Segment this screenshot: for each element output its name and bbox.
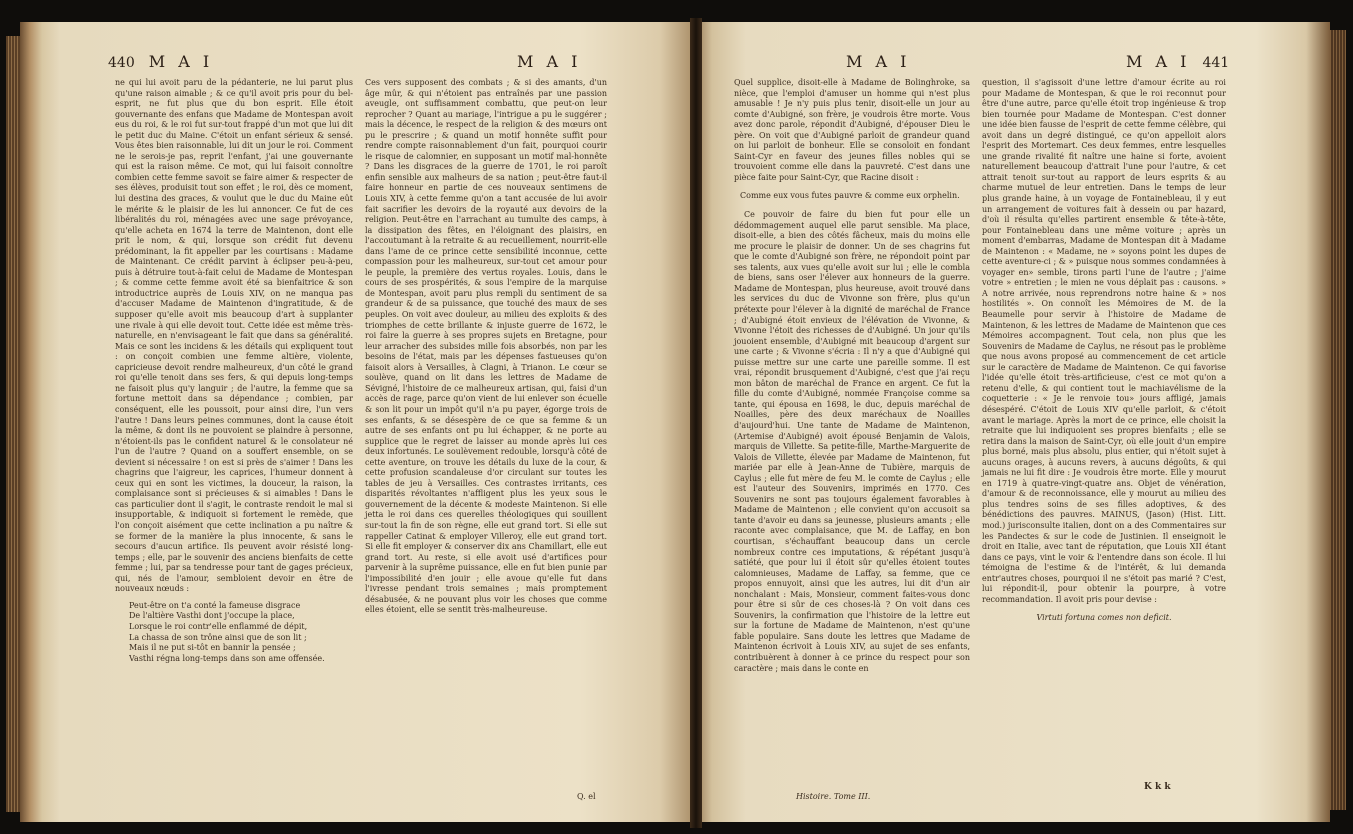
verse-line: Vasthi régna long-temps dans son ame offensée. xyxy=(129,653,325,663)
catchword: Q. el xyxy=(577,792,596,801)
right-column-1 xyxy=(734,78,970,674)
verse-line: La chassa de son trône ainsi que de son lit ; xyxy=(129,632,307,642)
right-page xyxy=(696,22,1330,822)
verse-block-left xyxy=(115,601,353,665)
left-page xyxy=(20,22,696,822)
page-number-left: 440 xyxy=(108,55,135,71)
right-col2-text: question, il s'agissoit d'une lettre d'amour écrite au roi pour Madame de Montespan, & que le roi reconnut pour être d'une autre, parce qu'elle étoit trop ingénieuse & trop bien tournée pour Madame de Montespan. C'est donner une idée bien fausse de l'esprit de cette femme célèbre, qui avoit dans un degré distingué, ce qu'on appelloit alors l'esprit des Mortemart. Ces deux femmes, entre lesquelles une grande rivalité fit naître une haine si forte, avoient naturellement beaucoup d'attrait l'une pour l'autre, & cet attrait tenoit sur-tout au rapport de leurs esprits & au charme mutuel de leur entretien. Dans le temps de leur plus grande haine, à un voyage de Fontainebleau, il y eut un arrangement de voitures fait à dessein ou par hazard, d'où il résulta qu'elles partirent ensemble & tête-à-tête, pour Fontainebleau dans une même voiture ; après un moment d'embarras, Madame de Montespan dit à Madame de Maintenon : « Madame, ne » soyons point les dupes de cette aventure-ci ; & » puisque nous sommes condamnées à voyager en» semble, tirons parti l'une de l'autre ; j'aime votre » entretien ; le mien ne vous déplait pas : causons. » A notre arrivée, nous reprendrons notre haine & » nos hostilités ». On connoît les Mémoires de M. de la Beaumelle pour servir à l'histoire de Madame de Maintenon, & les lettres de Madame de Maintenon que ces Mémoires accompagnent. Tout cela, non plus que les Souvenirs de Madame de Caylus, ne résout pas le problème que nous avons proposé au commencement de cet article sur le caractère de Madame de Maintenon. Ce qui favorise l'idée qu'elle étoit très-artificieuse, c'est ce mot qu'on a retenu d'elle, & qui contient tout le machiavélisme de la coquetterie : « Je le renvoie tou» jours affligé, jamais désespéré. C'étoit de Louis XIV qu'elle parloit, & c'étoit avant le mariage. Après la mort de ce prince, elle choisit la retraite que lui indiquoient ses propres bienfaits ; elle se retira dans la maison de Saint-Cyr, où elle jouit d'un empire plus borné, mais plus absolu, plus entier, qui n'étoit sujet à aucuns orages, à aucuns revers, à aucuns dégoûts, & qui jamais ne lui fit dire : Je voudrois être morte. Elle y mourut en 1719 à quatre-vingt-quatre ans. Objet de vénération, d'amour & de reconnoissance, elle y mourut au milieu des plus tendres soins de ses filles adoptives, & des bénédictions des pauvres. MAINUS, (Jason) (Hist. Litt. mod.) jurisconsulte italien, dont on a des Commentaires sur les Pandectes & sur le code de Justinien. Il enseignoit le droit en Italie, avec tant de réputation, que Louis XII étant dans ce pays, vint le voir & l'entendre dans son école. Il lui témoigna de l'estime & de l'intérêt, & lui demanda entr'autres choses, pourquoi il ne s'étoit pas marié ? C'est, lui répondit-il, pour obtenir la pourpre, à votre recommandation. Il avoit pris pour devise : xyxy=(982,78,1226,604)
running-head-left-1: M A I xyxy=(148,52,214,71)
book-edge-right xyxy=(1328,30,1346,810)
verse-line: Mais il ne put si-tôt en bannir la pensée ; xyxy=(129,643,296,653)
left-page-header xyxy=(108,52,213,71)
left-col2-text: Ces vers supposent des combats ; & si des amants, d'un âge mûr, & qui n'étoient pas entraînés par une passion aveugle, ont suffisamment combattu, que peut-on leur reprocher ? Quant au mariage, l'intrigue a pu le suggérer ; mais la décence, le respect de la religion & des mœurs ont pu le prescrire ; & quand un motif honnête suffit pour rendre compte raisonnablement d'un fait, pourquoi courir le risque de calomnier, en supposant un motif mal-honnête ? Dans les disgraces de la guerre de 1701, le roi paroît enfin sensible aux malheurs de sa nation ; peut-être faut-il faire honneur en partie de ces nouveaux sentimens de Louis XIV, à cette femme qu'on a tant accusée de lui avoir fait sacrifier les devoirs de la royauté aux devoirs de la religion. Peut-être en l'arrachant au tumulte des camps, à la dissipation des fêtes, en l'éloignant des plaisirs, en l'accoutumant à la retraite & au recueillement, nourrit-elle dans l'ame de ce prince cette sensibilité inconnue, cette compassion pour les malheureux, sur-tout cet amour pour le peuple, la première des vertus royales. Louis, dans le cours de ses prospérités, & sous l'empire de la marquise de Montespan, avoit paru plus rempli du sentiment de sa grandeur & de sa puissance, que touché des maux de ses peuples. On voit avec douleur, au milieu des exploits & des triomphes de cette brillante & injuste guerre de 1672, le roi faire la guerre à ses propres sujets en Bretagne, pour leur arracher des subsides mille fois absorbés, non par les besoins de l'état, mais par les dépenses fastueuses qu'on faisoit alors à Versailles, à Clagni, à Trianon. Le cœur se soulève, quand on lit dans les lettres de Madame de Sévigné, l'histoire de ce malheureux artisan, qui, faisi d'un accès de rage, parce qu'on vient de lui enlever son écuelle & son lit pour un impôt qu'il n'a pu payer, égorge trois de ses enfants, & se désespère de ce que sa femme & un autre de ses enfants ont pu lui échapper, & ne porte au supplice que le regret de laisser au monde après lui ces deux infortunés. Le soulèvement redouble, lorsqu'à côté de cette aventure, on trouve les détails du luxe de la cour, & cette profusion scandaleuse d'or circulant sur toutes les tables de jeu à Versailles. Ces contrastes irritants, ces disparités révoltantes n'affligent plus les yeux sous le gouvernement de la décente & modeste Maintenon. Si elle jetta le roi dans ces querelles théologiques qui souillent sur-tout la fin de son règne, elle eut grand tort. Si elle sut rappeller Catinat & employer Villeroy, elle eut grand tort. Si elle fit employer & conserver dix ans Chamillart, elle eut grand tort. Au reste, si elle avoit usé d'artifices pour parvenir à la suprême puissance, elle en fut bien punie par l'impossibilité d'en jouir ; elle avoue qu'elle fut dans l'ivresse pendant trois semaines ; mais promptement désabusée, & ne pouvant plus voir les choses que comme elles étoient, elle se sentit très-malheureuse. xyxy=(365,78,607,615)
left-column-1 xyxy=(115,78,353,664)
book-spine xyxy=(690,18,702,828)
volume-footer: Histoire. Tome III. xyxy=(796,792,871,801)
verse-line: Peut-être on t'a conté la fameuse disgrace xyxy=(129,600,301,610)
signature-mark: K k k xyxy=(1144,782,1171,792)
left-column-2 xyxy=(365,78,607,616)
motto: Virtuti fortuna comes non deficit. xyxy=(1036,613,1172,623)
right-col1b-text: Ce pouvoir de faire du bien fut pour elle un dédommagement auquel elle parut sensible. Ma place, disoit-elle, a bien des côtés fâcheux, mais du moins elle me procure le plaisir de donner. Un de ses chagrins fut que le comte d'Aubigné son frère, ne répondoit point par ses talents, aux vues qu'elle avoit sur lui ; elle le combla de biens, sans oser l'élever aux honneurs de la guerre. Madame de Montespan, plus heureuse, avoit trouvé dans les services du duc de Vivonne son frère, plus qu'un prétexte pour l'élever à la dignité de maréchal de France ; d'Aubigné étoit envieux de l'élévation de Vivonne, & Vivonne l'étoit des richesses de d'Aubigné. Un jour qu'ils jouoient ensemble, d'Aubigné mit beaucoup d'argent sur une carte ; & Vivonne s'écria : Il n'y a que d'Aubigné qui puisse mettre sur une carte une pareille somme. Il est vrai, répondit brusquement d'Aubigné, c'est que j'ai reçu mon bâton de maréchal de France en argent. Ce fut la fille du comte d'Aubigné, nommée Françoise comme sa tante, qui épousa en 1698, le duc, depuis maréchal de Noailles, père des deux maréchaux de Noailles d'aujourd'hui. Une tante de Madame de Maintenon, (Artemise d'Aubigné) avoit épousé Benjamin de Valois, marquis de Villette. Sa petite-fille, Marthe-Marguerite de Valois de Villette, élevée par Madame de Maintenon, fut mariée par elle à Jean-Anne de Tubière, marquis de Caylus ; elle fut mère de feu M. le comte de Caylus ; elle est l'auteur des Souvenirs, imprimés en 1770. Ces Souvenirs ne sont pas toujours également favorables à Madame de Maintenon ; elle convient qu'on accusoit sa tante d'avoir eu dans sa jeunesse, plusieurs amants ; elle raconte avec complaisance, que M. de Laffay, en bon courtisan, s'échauffant beaucoup dans un cercle nombreux contre ces imputations, & répétant jusqu'à satiété, que pour lui il étoit sûr qu'elles étoient toutes calomnieuses, Madame de Laffay, sa femme, que ce propos ennuyoit, ainsi que les autres, lui dit d'un air nonchalant : Mais, Monsieur, comment faites-vous donc pour être si sûr de ces choses-là ? On voit dans ces Souvenirs, la confirmation que l'histoire de la lettre eut sur la fortune de Madame de Maintenon, n'est qu'une fable populaire. Sans doute les lettres que Madame de Maintenon écrivoit à Louis XIV, au sujet de ses enfants, contribuèrent à donner à ce prince du respect pour son caractère ; mais dans le conte en xyxy=(734,210,970,673)
right-column-2 xyxy=(982,78,1226,624)
racine-verse: Comme eux vous futes pauvre & comme eux orphelin. xyxy=(740,191,960,201)
right-page-header xyxy=(1126,52,1229,71)
running-head-left-2: M A I xyxy=(517,52,582,71)
right-col1-text: Quel supplice, disoit-elle à Madame de Bolinghroke, sa nièce, que l'emploi d'amuser un homme qui n'est plus amusable ! Je n'y puis plus tenir, disoit-elle un jour au comte d'Aubigné, son frère, je voudrois être morte. Vous avez donc parole, répondit d'Aubigné, d'épouser Dieu le père. On voit que d'Aubigné parloit de grandeur quand on lui parloit de bonheur. Elle se consoloit en fondant Saint-Cyr en faveur des jeunes filles nobles qui se trouvoient comme elle dans la pauvreté. C'est dans une pièce faite pour Saint-Cyr, que Racine disoit : xyxy=(734,78,970,182)
running-head-right-1: M A I xyxy=(846,52,911,71)
left-col1-text: ne qui lui avoit paru de la pédanterie, ne lui parut plus qu'une raison aimable ; & ce qu'il avoit pris pour du bel-esprit, ne fut plus que du bon esprit. Elle étoit gouvernante des enfans que Madame de Montespan avoit eus du roi, & le roi fut sur-tout frappé d'un mot que lui dit le petit duc du Maine. C'étoit un enfant sérieux & sensé. Vous êtes bien raisonnable, lui dit un jour le roi. Comment ne le serois-je pas, reprit l'enfant, j'ai une gouvernante qui est la raison même. Ce mot, qui lui faisoit connoître combien cette femme savoit se faire aimer & respecter de ses élèves, produisit tout son effet ; le roi, dès ce moment, lui destina des graces, & voulut que le duc du Maine eût le mérite & le plaisir de les lui annoncer. Ce fut de ces libéralités du roi, ménagées avec une sage prévoyance, qu'elle acheta en 1674 la terre de Maintenon, dont elle prit le nom, & qui, lorsque son crédit fut devenu prédominant, la fit appeller par les courtisans : Madame de Maintenant. Ce crédit parvint à éclipser peu-à-peu, puis à détruire tout-à-fait celui de Madame de Montespan ; & comme cette femme avoit été sa bienfaitrice & son introductrice auprès de Louis XIV, on ne manqua pas d'accuser Madame de Maintenon d'ingratitude, & de supposer qu'elle avoit mis beaucoup d'art à supplanter une rivale à qui elle devoit tout. Cette idée est même très-naturelle, en n'envisageant le fait que dans sa généralité. Mais ce sont les incidens & les détails qui expliquent tout : on conçoit combien une femme altière, violente, capricieuse devoit rendre malheureux, d'un côté le grand roi qu'elle tenoit dans ses fers, & qui depuis long-temps ne faisoit plus qu'y languir ; de l'autre, la femme que sa fortune mettoit dans sa dépendance ; combien, par conséquent, elle les poussoit, pour ainsi dire, l'un vers l'autre ! Dans leurs peines communes, dont la cause étoit la même, & dont ils ne pouvoient se plaindre à personne, n'étoient-ils pas le confident naturel & le consolateur né l'un de l'autre ? Quand on a souffert ensemble, on se devient si nécessaire ! on est si près de s'aimer ! Dans les chagrins que l'aigreur, les caprices, l'humeur donnent à ceux qui en sont les victimes, la douceur, la raison, la complaisance sont si précieuses & si aimables ! Dans le cas particulier dont il s'agit, le contraste rendoit le mal si insupportable, & indiquoit si fortement le remède, que l'on conçoit aisément que cette inclination a pu naître & se former de la manière la plus innocente, & sans le secours d'aucun artifice. Ils peuvent avoir résisté long-temps ; elle, par le souvenir des anciens bienfaits de cette femme ; lui, par sa tendresse pour tant de gages précieux, qui, nés de l'amour, sembloient devoir en être de nouveaux nœuds : xyxy=(115,78,353,594)
verse-line: De l'altière Vasthi dont j'occupe la place, xyxy=(129,611,295,621)
verse-line: Lorsque le roi contr'elle enflammé de dépit, xyxy=(129,621,308,631)
running-head-right-2: M A I xyxy=(1126,52,1191,71)
page-number-right: 441 xyxy=(1202,55,1230,71)
